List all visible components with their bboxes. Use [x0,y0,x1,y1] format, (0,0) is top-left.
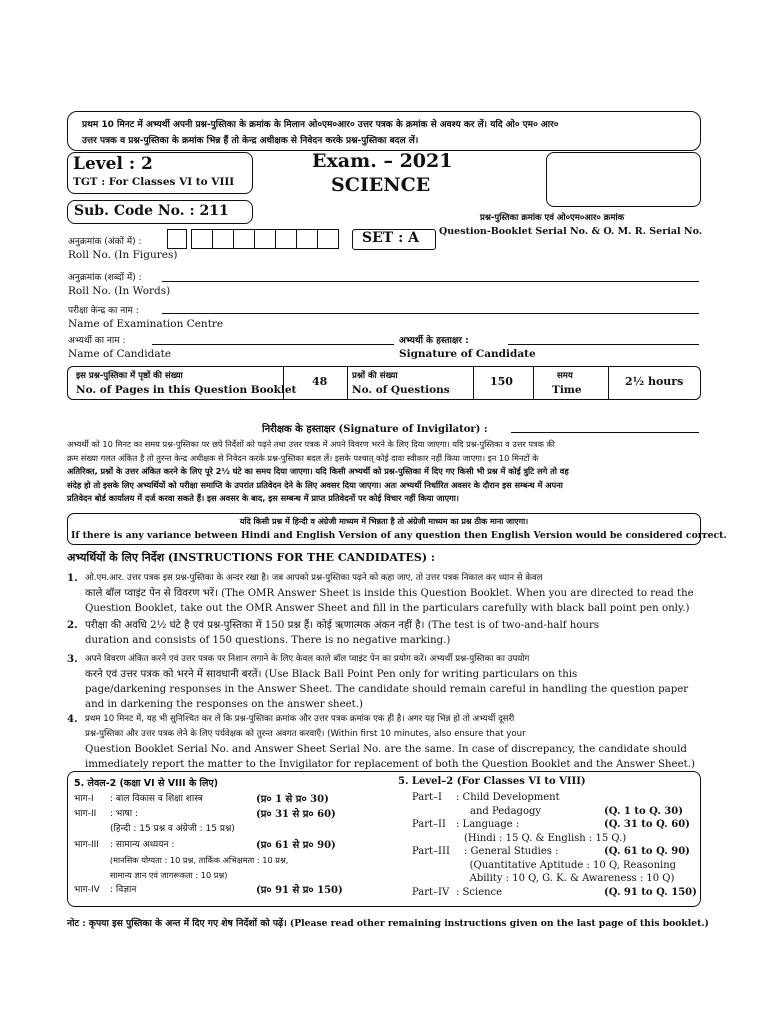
serial-en: Question-Booklet Serial No. & O. M. R. Serial No. [439,226,703,237]
roll-digit-box[interactable] [167,229,187,249]
instruction-line: प्रश्न-पुस्तिका और उत्तर पत्रक लेने के लिए पर्यवेक्षक को तुरन्त अवगत करवाएँ। (Within first 10 minutes, also ensure that your [85,729,526,739]
instruction-line: करने एवं उत्तर पत्रक को भरने में सावधानी बरतें। (Use Black Ball Point Pen only for writing particulars on this [85,669,578,680]
instruction-line: page/darkening responses in the Answer Sheet. The candidate should remain careful in handling the question paper [85,684,689,695]
sec5-hi-desc: : बाल विकास व शिक्षा शास्त्र [110,794,203,804]
cand-hi: अभ्यर्थी का नाम : [68,336,126,346]
barcode-box [546,152,701,207]
sec5-en-title: 5. Level–2 (For Classes VI to VIII) [398,776,586,787]
sec5-hi-part: भाग-I [74,794,94,804]
instruction-line: Question Booklet, take out the OMR Answer Sheet and fill in the particulars carefully with black ball point pen only.) [85,603,690,614]
level-box [67,152,253,194]
sec5-en-part: Part–IV [412,886,450,898]
exam-title: Exam. – 2021 [312,150,453,172]
sec5-hi-desc: सामान्य ज्ञान एवं जागरूकता : 10 प्रश्न) [109,870,228,881]
instruction-line: Question Booklet Serial No. and Answer Sheet Serial No. are the same. In case of discrepancy, the candidate should [85,744,687,755]
sec5-hi-part: भाग-III [74,839,99,850]
sec5-hi-q: (प्र० 61 से प्र० 90) [256,839,336,851]
roll-digit-box[interactable] [234,229,255,249]
variance-box [67,513,727,545]
instructions-heading: अभ्यर्थियों के लिए निर्देश (INSTRUCTIONS FOR THE CANDIDATES) : [67,551,435,564]
set-label: SET : A [362,230,419,246]
hindi-paragraph [67,438,707,506]
level-subtitle: TGT : For Classes VI to VIII [73,176,235,188]
footer-note: नोट : कृपया इस पुस्तिका के अन्त में दिए गए शेष निर्देशों को पढ़ें। (Please read other remaining instructions given on the last page of this booklet.) [67,918,709,929]
roll-words-hi: अनुक्रमांक (शब्दों में) : [68,273,142,283]
variance-en: If there is any variance between Hindi and English Version of any question then English Version would be considered correct. [71,530,727,541]
sec5-en-desc: : Child Development [456,792,560,803]
sec5-en-part: Part–III [412,846,450,857]
instruction-line: and in darkening the responses on the answer sheet.) [85,699,363,710]
stats-box [67,366,701,400]
instruction-num: 2. [67,619,78,631]
sec5-en-part [412,805,470,819]
sec5-hi-part [74,822,110,837]
sec5-hi-list [74,792,389,898]
sec5-en-desc: and Pedagogy [470,805,542,817]
centre-line[interactable] [162,313,699,314]
sec5-en-desc: : Language : [456,819,520,830]
pages-en: No. of Pages in this Question Booklet [76,384,297,396]
time-en: Time [552,384,582,396]
sig-en: Signature of Candidate [399,348,536,360]
roll-digit-box[interactable] [191,229,213,249]
sec5-en-part [412,859,470,873]
section5-box [67,771,701,907]
roll-boxes [167,229,339,249]
sec5-en-part [412,872,470,886]
sec5-en-list [412,791,698,899]
sec5-hi-part: भाग-IV [74,885,100,896]
sec5-hi-desc: (मानसिक योग्यता : 10 प्रश्न, तार्किक अभिक्षमता : 10 प्रश्न, [109,854,289,865]
sec5-hi-part [74,868,110,883]
instruction-num: 3. [67,653,78,665]
sec5-en-desc: (Quantitative Aptitude : 10 Q, Reasoning [469,859,677,871]
questions-value: 150 [490,375,513,388]
instruction-line: परीक्षा की अवधि 2½ घंटे है एवं प्रश्न-पुस्तिका में 150 प्रश्न हैं। कोई ऋणात्मक अंकन नहीं है। (The test is of two-and-half hours [85,620,600,631]
sec5-en-desc: Ability : 10 Q, G. K. & Awareness : 10 Q) [469,873,675,884]
hindi-para-line: क्रम संख्या गलत अंकित है तो तुरन्त केन्द्र अधीक्षक से निवेदन करके प्रश्न-पुस्तिका बदल लें। इसके पश्चात् कोई दावा स्वीकार नहीं किया जाएगा। इन 10 मिनटों के [67,452,539,463]
hindi-para-line: प्रतिवेदन बोर्ड कार्यालय में दर्ज करवा सकते हैं। इस अवसर के बाद, इस सम्बन्ध में प्राप्त प्रतिवेदनों पर कोई विचार नहीं किया जाएगा। [67,493,459,503]
hindi-para-line: अभ्यर्थी को 10 मिनट का समय प्रश्न-पुस्तिका पर छपे निर्देशों को पढ़ने तथा उत्तर पत्रक में अपने विवरण भरने के लिए दिया जाएगा। यदि प्रश्न-पुस्तिका व उत्तर पत्रक की [67,439,555,449]
top-notice-line2: उत्तर पत्रक व प्रश्न-पुस्तिका के क्रमांक भिन्न हैं तो केन्द्र अधीक्षक से निवेदन करके प्रश्न-पुस्तिका बदल लें। [82,136,419,146]
sec5-hi-desc: : सामान्य अध्ययन : [110,839,175,850]
sec5-en-desc: : Science [456,886,503,898]
sec5-en-q: (Q. 61 to Q. 90) [604,846,690,857]
sec5-en-q: (Q. 91 to Q. 150) [604,886,697,898]
instruction-line: अपने विवरण अंकित करने एवं उत्तर पत्रक पर निशान लगाने के लिए केवल काले बॉल प्वाइंट पेन का प्रयोग करें। अभ्यर्थी प्रश्न-पुस्तिका का उपयोग [85,654,530,664]
top-notice-box [67,111,701,151]
exam-subject: SCIENCE [331,174,431,196]
sec5-hi-q: (प्र० 91 से प्र० 150) [256,885,343,897]
hindi-para-line: संदेह हो तो इसके लिए अभ्यर्थियों को परीक्षा समाप्ति के उपरांत प्रतिवेदन देने के लिए अवसर दिया जाएगा। अतः अभ्यर्थी निर्धारित अवसर के दौरान इस सम्बन्ध में अपना [67,479,563,490]
serial-hi: प्रश्न-पुस्तिका क्रमांक एवं ओ०एम०आर० क्रमांक [480,213,625,223]
sec5-hi-part [74,853,110,868]
instruction-num: 1. [67,572,78,584]
sig-line[interactable] [508,344,699,345]
sig-hi: अभ्यर्थी के हस्ताक्षर : [399,336,469,346]
sec5-hi-desc: : भाषा : [110,809,138,820]
instruction-line: immediately report the matter to the Invigilator for replacement of both the Question Booklet and the Answer Sheet.) [85,759,695,770]
centre-hi: परीक्षा केन्द्र का नाम : [68,306,139,316]
sub-code-box [67,200,253,224]
invigilator-label: निरीक्षक के हस्ताक्षर (Signature of Invigilator) : [262,424,488,435]
centre-en: Name of Examination Centre [68,318,224,330]
invigilator-line[interactable] [511,432,699,433]
sec5-en-desc: : General Studies : [464,846,559,857]
questions-en: No. of Questions [352,384,450,396]
top-notice-line1: प्रथम 10 मिनट में अभ्यर्थी अपनी प्रश्न-पुस्तिका के क्रमांक के मिलान ओ०एम०आर० उत्तर पत्रक के क्रमांक से अवश्य कर लें। यदि ओ० एम० आर० [82,120,559,130]
sec5-en-part [412,832,464,846]
sec5-en-part: Part–I [412,792,442,803]
roll-fig-en: Roll No. (In Figures) [68,249,178,261]
cand-line[interactable] [152,344,394,345]
sec5-en-q: (Q. 31 to Q. 60) [604,819,690,830]
instruction-line: काले बॉल प्वाइंट पेन से विवरण भरें। (The OMR Answer Sheet is inside this Question Booklet. When you are directed to read the [85,588,694,599]
hindi-para-line: अतिरिक्त, प्रश्नों के उत्तर अंकित करने के लिए पूरे 2½ घंटे का समय दिया जाएगा। यदि किसी अभ्यर्थी को प्रश्न-पुस्तिका में दिए गए किसी भी प्रश्न में कोई त्रुटि लगे तो वह [67,466,569,476]
roll-words-en: Roll No. (In Words) [68,285,171,297]
sec5-en-part: Part–II [412,819,446,830]
time-hi: समय [557,371,573,381]
cand-en: Name of Candidate [68,348,172,360]
sec5-hi-q: (प्र० 31 से प्र० 60) [256,809,336,821]
set-box [352,229,436,250]
sec5-hi-title: 5. लेवल-2 (कक्षा VI से VIII के लिए) [74,778,219,789]
roll-digit-box[interactable] [255,229,276,249]
roll-digit-box[interactable] [276,229,297,249]
instruction-line: प्रथम 10 मिनट में, यह भी सुनिश्चित कर लें कि प्रश्न-पुस्तिका क्रमांक और उत्तर पत्रक क्रमांक एक ही है। अगर यह भिन्न हो तो अभ्यर्थी दूसरी [85,714,515,724]
sec5-hi-part: भाग-II [74,809,97,820]
roll-digit-box[interactable] [318,229,339,249]
level-title: Level : 2 [73,154,153,174]
instruction-line: ओ.एम.आर. उत्तर पत्रक इस प्रश्न-पुस्तिका के अन्दर रखा है। जब आपको प्रश्न-पुस्तिका पढ़ने को कहा जाए, तो उत्तर पत्रक निकाल कर ध्यान से केवल [85,573,543,583]
sub-code: Sub. Code No. : 211 [74,203,229,219]
roll-digit-box[interactable] [213,229,234,249]
sec5-hi-q: (प्र० 1 से प्र० 30) [256,794,329,805]
pages-value: 48 [312,375,328,388]
sec5-hi-desc: (हिन्दी : 15 प्रश्न व अंग्रेजी : 15 प्रश्न) [110,824,235,835]
instruction-num: 4. [67,713,78,725]
instruction-line: duration and consists of 150 questions. There is no negative marking.) [85,635,451,646]
time-value: 2½ hours [625,375,684,388]
roll-digit-box[interactable] [297,229,318,249]
roll-fig-hi: अनुक्रमांक (अंकों में) : [68,237,142,247]
pages-hi: इस प्रश्न-पुस्तिका में पृष्ठों की संख्या [76,371,183,381]
questions-hi: प्रश्नों की संख्या [352,371,398,381]
sec5-en-desc: (Hindi : 15 Q. & English : 15 Q.) [464,832,627,844]
sec5-hi-desc: : विज्ञान [110,885,137,896]
roll-words-line[interactable] [162,281,699,282]
variance-hi: यदि किसी प्रश्न में हिन्दी व अंग्रेजी माध्यम में भिन्नता है तो अंग्रेजी माध्यम का प्रश्न ठीक माना जाएगा। [239,517,529,526]
sec5-en-q: (Q. 1 to Q. 30) [604,805,683,817]
